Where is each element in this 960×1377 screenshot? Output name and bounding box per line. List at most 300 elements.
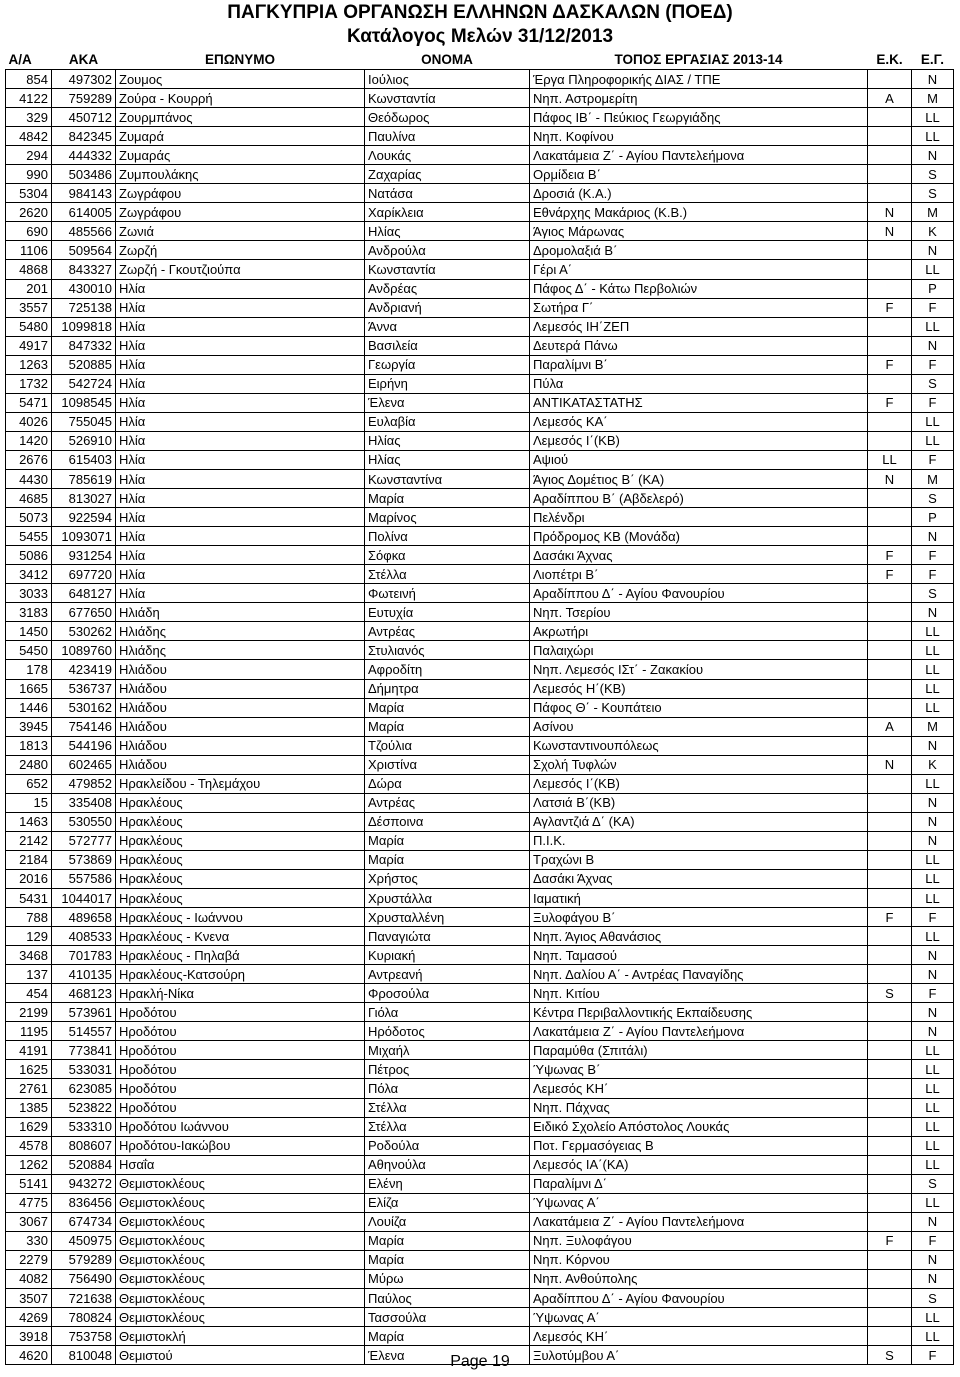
- cell-aa: 3033: [6, 584, 52, 603]
- cell-surname: Ηλιάδης: [116, 641, 365, 660]
- cell-workplace: Τραχώνι Β: [530, 850, 868, 869]
- table-row: [6, 1098, 954, 1117]
- table-row: [6, 1041, 954, 1060]
- cell-name: Τζούλια: [365, 736, 530, 755]
- cell-aka: 468123: [52, 984, 116, 1003]
- cell-name: Άννα: [365, 317, 530, 336]
- cell-ek: F: [868, 355, 912, 374]
- cell-ek: [868, 946, 912, 965]
- cell-aka: 544196: [52, 736, 116, 755]
- cell-name: Μαρία: [365, 489, 530, 508]
- cell-name: Παυλίνα: [365, 127, 530, 146]
- cell-aka: 520884: [52, 1155, 116, 1174]
- cell-name: Πέτρος: [365, 1060, 530, 1079]
- cell-aka: 1093071: [52, 527, 116, 546]
- cell-ek: [868, 1098, 912, 1117]
- cell-aa: 990: [6, 165, 52, 184]
- cell-workplace: Παλαιχώρι: [530, 641, 868, 660]
- cell-name: Φωτεινή: [365, 584, 530, 603]
- table-row: [6, 946, 954, 965]
- table-row: [6, 1022, 954, 1041]
- cell-eg: LL: [912, 927, 954, 946]
- cell-ek: N: [868, 222, 912, 241]
- cell-surname: Ηρακλέους: [116, 831, 365, 850]
- table-row: [6, 431, 954, 450]
- cell-name: Μαρία: [365, 1231, 530, 1250]
- cell-aa: 3183: [6, 603, 52, 622]
- cell-ek: [868, 527, 912, 546]
- cell-ek: [868, 1289, 912, 1308]
- cell-eg: LL: [912, 679, 954, 698]
- cell-surname: Ηροδότου: [116, 1003, 365, 1022]
- cell-workplace: Δασάκι Άχνας: [530, 546, 868, 565]
- cell-surname: Ηρακλέους: [116, 889, 365, 908]
- cell-eg: N: [912, 241, 954, 260]
- column-header-aa: Α/Α: [6, 50, 52, 70]
- cell-workplace: Νηπ. Ταμασού: [530, 946, 868, 965]
- cell-workplace: Λεμεσός ΚΗ΄: [530, 1327, 868, 1346]
- cell-ek: [868, 1041, 912, 1060]
- cell-ek: [868, 889, 912, 908]
- cell-aa: 2199: [6, 1003, 52, 1022]
- cell-name: Κωνσταντία: [365, 89, 530, 108]
- cell-aka: 444332: [52, 146, 116, 165]
- cell-surname: Ηρακλέους: [116, 793, 365, 812]
- cell-eg: LL: [912, 1041, 954, 1060]
- cell-surname: Ηλία: [116, 584, 365, 603]
- cell-workplace: Δροσιά (Κ.Α.): [530, 184, 868, 203]
- cell-name: Δήμητρα: [365, 679, 530, 698]
- cell-aka: 674734: [52, 1212, 116, 1231]
- cell-aa: 4775: [6, 1193, 52, 1212]
- cell-name: Μαρία: [365, 850, 530, 869]
- cell-aka: 450712: [52, 108, 116, 127]
- cell-workplace: Λιοπέτρι Β΄: [530, 565, 868, 584]
- cell-workplace: Νηπ. Αστρομερίτη: [530, 89, 868, 108]
- cell-name: Ηλίας: [365, 431, 530, 450]
- cell-eg: P: [912, 508, 954, 527]
- cell-name: Μαρία: [365, 1327, 530, 1346]
- cell-ek: [868, 489, 912, 508]
- table-row: [6, 203, 954, 222]
- cell-eg: LL: [912, 1193, 954, 1212]
- cell-surname: Ηλία: [116, 374, 365, 393]
- table-row: [6, 489, 954, 508]
- cell-eg: F: [912, 393, 954, 412]
- members-table: [5, 50, 954, 1365]
- cell-ek: N: [868, 203, 912, 222]
- cell-workplace: Παραλίμνι Β΄: [530, 355, 868, 374]
- cell-ek: [868, 812, 912, 831]
- cell-ek: A: [868, 89, 912, 108]
- cell-workplace: Ειδικό Σχολείο Απόστολος Λουκάς: [530, 1117, 868, 1136]
- cell-surname: Θεμιστοκλέους: [116, 1212, 365, 1231]
- cell-workplace: Ύψωνας Α΄: [530, 1193, 868, 1212]
- cell-workplace: Λεμεσός Ι΄(ΚΒ): [530, 774, 868, 793]
- cell-workplace: Έργα Πληροφορικής ΔΙΑΣ / ΤΠΕ: [530, 70, 868, 89]
- cell-aa: 1463: [6, 812, 52, 831]
- cell-aa: 2184: [6, 850, 52, 869]
- cell-eg: N: [912, 603, 954, 622]
- cell-eg: M: [912, 469, 954, 488]
- cell-aa: 854: [6, 70, 52, 89]
- cell-eg: LL: [912, 1327, 954, 1346]
- table-row: [6, 698, 954, 717]
- cell-workplace: Αγλαντζιά Δ΄ (ΚΑ): [530, 812, 868, 831]
- cell-ek: F: [868, 298, 912, 317]
- cell-ek: [868, 108, 912, 127]
- cell-eg: N: [912, 70, 954, 89]
- cell-aa: 5431: [6, 889, 52, 908]
- table-row: [6, 927, 954, 946]
- table-row: [6, 1060, 954, 1079]
- cell-surname: Ηρακλείδου - Τηλεμάχου: [116, 774, 365, 793]
- cell-surname: Ηροδότου Ιωάννου: [116, 1117, 365, 1136]
- cell-workplace: Παραλίμνι Δ΄: [530, 1174, 868, 1193]
- cell-aa: 1420: [6, 431, 52, 450]
- cell-ek: [868, 1022, 912, 1041]
- cell-aka: 602465: [52, 755, 116, 774]
- cell-ek: [868, 736, 912, 755]
- cell-aka: 450975: [52, 1231, 116, 1250]
- table-row: [6, 1155, 954, 1174]
- table-row: [6, 831, 954, 850]
- column-header-eg: Ε.Γ.: [912, 50, 954, 70]
- cell-eg: LL: [912, 660, 954, 679]
- cell-aa: 330: [6, 1231, 52, 1250]
- cell-eg: F: [912, 546, 954, 565]
- cell-surname: Ζούρα - Κουρρή: [116, 89, 365, 108]
- cell-ek: [868, 412, 912, 431]
- cell-eg: LL: [912, 431, 954, 450]
- cell-aa: 15: [6, 793, 52, 812]
- cell-aka: 514557: [52, 1022, 116, 1041]
- cell-eg: F: [912, 908, 954, 927]
- cell-name: Ευτυχία: [365, 603, 530, 622]
- cell-aka: 755045: [52, 412, 116, 431]
- cell-eg: F: [912, 1346, 954, 1365]
- cell-surname: Ηροδότου: [116, 1041, 365, 1060]
- cell-eg: F: [912, 565, 954, 584]
- cell-name: Ευλαβία: [365, 412, 530, 431]
- cell-eg: LL: [912, 260, 954, 279]
- cell-workplace: Κέντρα Περιβαλλοντικής Εκπαίδευσης: [530, 1003, 868, 1022]
- cell-name: Γεωργία: [365, 355, 530, 374]
- cell-aka: 780824: [52, 1308, 116, 1327]
- cell-surname: Ζωνιά: [116, 222, 365, 241]
- cell-surname: Θεμιστοκλέους: [116, 1231, 365, 1250]
- cell-workplace: Ποτ. Γερμασόγειας Β: [530, 1136, 868, 1155]
- cell-aa: 690: [6, 222, 52, 241]
- table-row: [6, 89, 954, 108]
- table-row: [6, 1136, 954, 1155]
- cell-name: Χριστίνα: [365, 755, 530, 774]
- table-row: [6, 965, 954, 984]
- cell-eg: S: [912, 165, 954, 184]
- cell-aka: 701783: [52, 946, 116, 965]
- cell-surname: Ηλία: [116, 450, 365, 469]
- cell-eg: LL: [912, 1060, 954, 1079]
- cell-aa: 2676: [6, 450, 52, 469]
- cell-eg: N: [912, 1250, 954, 1269]
- table-row: [6, 812, 954, 831]
- cell-surname: Ηλιάδου: [116, 660, 365, 679]
- cell-surname: Θεμιστοκλέους: [116, 1289, 365, 1308]
- cell-workplace: Νηπ. Δαλίου Α΄ - Αντρέας Παναγίδης: [530, 965, 868, 984]
- cell-name: Ελίζα: [365, 1193, 530, 1212]
- cell-ek: F: [868, 1231, 912, 1250]
- cell-aka: 530550: [52, 812, 116, 831]
- cell-eg: LL: [912, 1308, 954, 1327]
- cell-eg: LL: [912, 317, 954, 336]
- cell-ek: [868, 1117, 912, 1136]
- cell-name: Φροσούλα: [365, 984, 530, 1003]
- table-row: [6, 984, 954, 1003]
- cell-ek: [868, 660, 912, 679]
- cell-ek: [868, 641, 912, 660]
- cell-ek: [868, 241, 912, 260]
- cell-name: Αντρεανή: [365, 965, 530, 984]
- cell-aka: 922594: [52, 508, 116, 527]
- cell-aa: 1732: [6, 374, 52, 393]
- cell-aa: 1450: [6, 622, 52, 641]
- cell-aka: 648127: [52, 584, 116, 603]
- cell-name: Γιόλα: [365, 1003, 530, 1022]
- cell-name: Αντρέας: [365, 793, 530, 812]
- cell-aka: 756490: [52, 1269, 116, 1288]
- cell-ek: [868, 508, 912, 527]
- table-row: [6, 393, 954, 412]
- cell-surname: Ηροδότου: [116, 1060, 365, 1079]
- cell-ek: [868, 1136, 912, 1155]
- cell-surname: Ζουρμπάνος: [116, 108, 365, 127]
- cell-ek: F: [868, 546, 912, 565]
- cell-name: Δέσποινα: [365, 812, 530, 831]
- cell-surname: Θεμιστοκλέους: [116, 1250, 365, 1269]
- cell-aa: 4917: [6, 336, 52, 355]
- cell-ek: [868, 603, 912, 622]
- cell-eg: LL: [912, 127, 954, 146]
- cell-aka: 485566: [52, 222, 116, 241]
- table-row: [6, 774, 954, 793]
- cell-surname: Ηλία: [116, 355, 365, 374]
- cell-aka: 931254: [52, 546, 116, 565]
- cell-eg: N: [912, 736, 954, 755]
- table-row: [6, 1231, 954, 1250]
- table-row: [6, 565, 954, 584]
- cell-ek: [868, 1327, 912, 1346]
- cell-ek: [868, 584, 912, 603]
- cell-aa: 4269: [6, 1308, 52, 1327]
- cell-workplace: Ορμίδεια Β΄: [530, 165, 868, 184]
- cell-aa: 1446: [6, 698, 52, 717]
- cell-ek: [868, 374, 912, 393]
- cell-eg: S: [912, 584, 954, 603]
- cell-eg: P: [912, 279, 954, 298]
- cell-aa: 4026: [6, 412, 52, 431]
- cell-ek: [868, 1212, 912, 1231]
- cell-surname: Ηροδότου: [116, 1098, 365, 1117]
- cell-workplace: Αραδίππου Δ΄ - Αγίου Φανουρίου: [530, 584, 868, 603]
- cell-surname: Ηλία: [116, 317, 365, 336]
- cell-ek: [868, 1193, 912, 1212]
- cell-workplace: Νηπ. Πάχνας: [530, 1098, 868, 1117]
- cell-aa: 5471: [6, 393, 52, 412]
- cell-workplace: Αραδίππου Δ΄ - Αγίου Φανουρίου: [530, 1289, 868, 1308]
- cell-ek: A: [868, 717, 912, 736]
- cell-aka: 526910: [52, 431, 116, 450]
- table-row: [6, 70, 954, 89]
- cell-name: Χρυσταλλένη: [365, 908, 530, 927]
- cell-ek: [868, 431, 912, 450]
- cell-ek: N: [868, 469, 912, 488]
- cell-aa: 2016: [6, 869, 52, 888]
- cell-ek: [868, 965, 912, 984]
- cell-workplace: Παραμύθα (Σπιτάλι): [530, 1041, 868, 1060]
- cell-eg: M: [912, 89, 954, 108]
- cell-workplace: Εθνάρχης Μακάριος (Κ.Β.): [530, 203, 868, 222]
- table-header: [6, 50, 954, 70]
- cell-surname: Ηλία: [116, 527, 365, 546]
- cell-aka: 773841: [52, 1041, 116, 1060]
- cell-name: Ανδριανή: [365, 298, 530, 317]
- cell-eg: F: [912, 298, 954, 317]
- cell-workplace: Σωτήρα Γ΄: [530, 298, 868, 317]
- cell-workplace: Γέρι Α΄: [530, 260, 868, 279]
- cell-eg: N: [912, 946, 954, 965]
- cell-surname: Ηλία: [116, 336, 365, 355]
- cell-eg: F: [912, 450, 954, 469]
- cell-surname: Ηλιάδου: [116, 698, 365, 717]
- cell-surname: Ηλία: [116, 412, 365, 431]
- cell-workplace: Ξυλοφάγου Β΄: [530, 908, 868, 927]
- cell-surname: Ηροδότου: [116, 1022, 365, 1041]
- cell-workplace: Νηπ. Ξυλοφάγου: [530, 1231, 868, 1250]
- table-row: [6, 1193, 954, 1212]
- cell-name: Παναγιώτα: [365, 927, 530, 946]
- cell-name: Χρήστος: [365, 869, 530, 888]
- table-row: [6, 660, 954, 679]
- cell-surname: Ζυμπουλάκης: [116, 165, 365, 184]
- cell-name: Μαρίνος: [365, 508, 530, 527]
- cell-aa: 5480: [6, 317, 52, 336]
- cell-name: Ιούλιος: [365, 70, 530, 89]
- cell-ek: [868, 1155, 912, 1174]
- cell-aka: 479852: [52, 774, 116, 793]
- table-row: [6, 1269, 954, 1288]
- cell-workplace: Νηπ. Άγιος Αθανάσιος: [530, 927, 868, 946]
- cell-name: Ροδούλα: [365, 1136, 530, 1155]
- cell-eg: LL: [912, 774, 954, 793]
- cell-surname: Ζωρζή - Γκουτζιούπα: [116, 260, 365, 279]
- cell-aka: 509564: [52, 241, 116, 260]
- cell-eg: S: [912, 184, 954, 203]
- page-number: Page 19: [450, 1353, 510, 1370]
- cell-name: Λουκάς: [365, 146, 530, 165]
- cell-ek: LL: [868, 450, 912, 469]
- cell-aka: 408533: [52, 927, 116, 946]
- cell-surname: Ηλία: [116, 431, 365, 450]
- cell-aka: 579289: [52, 1250, 116, 1269]
- table-row: [6, 641, 954, 660]
- cell-aa: 2620: [6, 203, 52, 222]
- cell-aka: 533031: [52, 1060, 116, 1079]
- cell-surname: Ηλιάδης: [116, 622, 365, 641]
- cell-workplace: Λακατάμεια Ζ΄ - Αγίου Παντελεήμονα: [530, 1022, 868, 1041]
- cell-workplace: Δευτερά Πάνω: [530, 336, 868, 355]
- cell-eg: F: [912, 1231, 954, 1250]
- cell-workplace: Λεμεσός ΚΑ΄: [530, 412, 868, 431]
- cell-name: Κυριακή: [365, 946, 530, 965]
- cell-workplace: Λακατάμεια Ζ΄ - Αγίου Παντελεήμονα: [530, 146, 868, 165]
- cell-eg: F: [912, 984, 954, 1003]
- cell-workplace: Νηπ. Ανθούπολης: [530, 1269, 868, 1288]
- cell-ek: [868, 622, 912, 641]
- cell-surname: Θεμιστού: [116, 1346, 365, 1365]
- cell-surname: Ζωγράφου: [116, 203, 365, 222]
- cell-name: Νατάσα: [365, 184, 530, 203]
- cell-aa: 1263: [6, 355, 52, 374]
- table-row: [6, 1079, 954, 1098]
- cell-eg: S: [912, 1174, 954, 1193]
- cell-name: Πόλα: [365, 1079, 530, 1098]
- cell-name: Παύλος: [365, 1289, 530, 1308]
- table-row: [6, 1308, 954, 1327]
- table-row: [6, 450, 954, 469]
- cell-aa: 3067: [6, 1212, 52, 1231]
- table-body: [6, 70, 954, 1365]
- cell-workplace: Νηπ. Κοφίνου: [530, 127, 868, 146]
- cell-surname: Θεμιστοκλέους: [116, 1193, 365, 1212]
- cell-surname: Ηλία: [116, 393, 365, 412]
- cell-ek: [868, 336, 912, 355]
- table-row: [6, 146, 954, 165]
- cell-ek: [868, 146, 912, 165]
- cell-aa: 788: [6, 908, 52, 927]
- cell-aa: 3945: [6, 717, 52, 736]
- cell-name: Χαρίκλεια: [365, 203, 530, 222]
- cell-name: Τασσούλα: [365, 1308, 530, 1327]
- cell-aka: 721638: [52, 1289, 116, 1308]
- cell-name: Αφροδίτη: [365, 660, 530, 679]
- cell-workplace: Άγιος Δομέτιος Β΄ (ΚΑ): [530, 469, 868, 488]
- cell-aa: 129: [6, 927, 52, 946]
- cell-surname: Ηρακλέους - Ιωάννου: [116, 908, 365, 927]
- cell-aka: 810048: [52, 1346, 116, 1365]
- cell-name: Ηρόδοτος: [365, 1022, 530, 1041]
- cell-name: Θεόδωρος: [365, 108, 530, 127]
- cell-aka: 536737: [52, 679, 116, 698]
- cell-aa: 1629: [6, 1117, 52, 1136]
- cell-aa: 1262: [6, 1155, 52, 1174]
- table-row: [6, 603, 954, 622]
- cell-aka: 725138: [52, 298, 116, 317]
- cell-aka: 847332: [52, 336, 116, 355]
- cell-aa: 4842: [6, 127, 52, 146]
- cell-eg: F: [912, 355, 954, 374]
- cell-ek: [868, 184, 912, 203]
- cell-surname: Ηλιάδη: [116, 603, 365, 622]
- cell-name: Σόφκα: [365, 546, 530, 565]
- cell-ek: [868, 165, 912, 184]
- table-row: [6, 260, 954, 279]
- table-row: [6, 717, 954, 736]
- cell-name: Ανδρούλα: [365, 241, 530, 260]
- cell-aka: 1098545: [52, 393, 116, 412]
- table-row: [6, 241, 954, 260]
- cell-aa: 1195: [6, 1022, 52, 1041]
- cell-workplace: Λεμεσός ΚΗ΄: [530, 1079, 868, 1098]
